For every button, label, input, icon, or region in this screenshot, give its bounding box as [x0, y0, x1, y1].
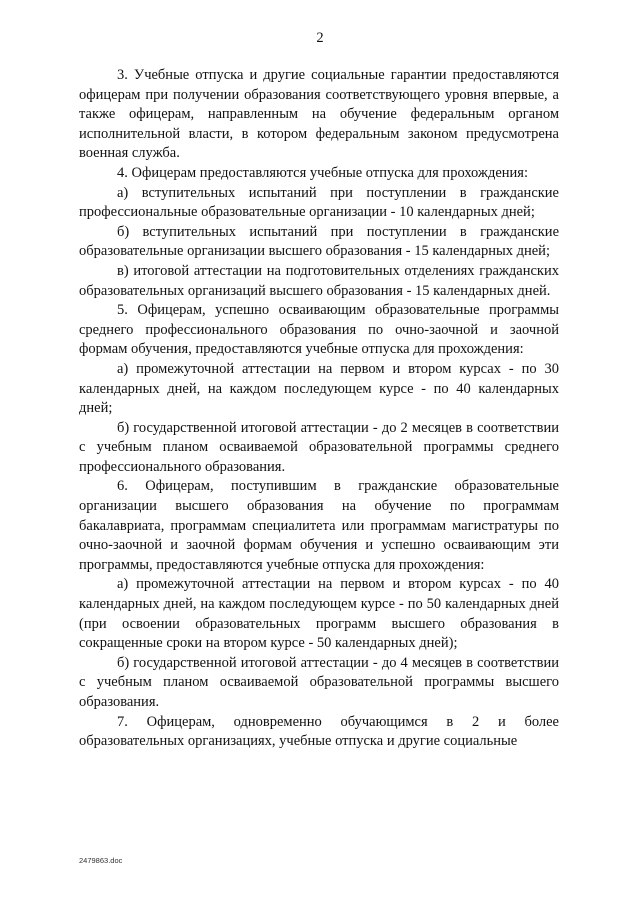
paragraph-5a: а) промежуточной аттестации на первом и втором курсах - по 30 календарных дней, на каждом последующем курсе - по 40 календарных дней; — [79, 360, 559, 417]
paragraph-4a: а) вступительных испытаний при поступлении в гражданские профессиональные образовательные организации - 10 календарных дней; — [79, 184, 559, 221]
paragraph-4v: в) итоговой аттестации на подготовительных отделениях гражданских образовательных организаций высшего образования - 15 календарных дней. — [79, 262, 559, 299]
paragraph-5: 5. Офицерам, успешно осваивающим образовательные программы среднего профессионального образования по очно-заочной и заочной формам обучения, предоставляются учебные отпуска для прохождения: — [79, 302, 559, 358]
paragraph-5b: б) государственной итоговой аттестации - до 2 месяцев в соответствии с учебным планом осваиваемой образовательной программы среднего профессионального образования. — [79, 419, 559, 475]
paragraph-7: 7. Офицерам, одновременно обучающимся в 2 и более образовательных организациях, учебные отпуска и другие социальные — [79, 713, 559, 750]
paragraph-6: 6. Офицерам, поступившим в гражданские образовательные организации высшего образования на обучение по программам бакалавриата, программам специалитета или программам магистратуры по очно-заочной и заочной формам обучения и успешно осваивающим эти программы, предоставляются учебные отпуска для прохождения: — [79, 478, 559, 573]
document-body — [79, 66, 559, 752]
paragraph-3: 3. Учебные отпуска и другие социальные гарантии предоставляются офицерам при получении образования соответствующего уровня впервые, а также офицерам, направленным на обучение федеральным органом исполнительной власти, в котором федеральным законом предусмотрена военная служба. — [79, 67, 559, 162]
paragraph-6a: а) промежуточной аттестации на первом и втором курсах - по 40 календарных дней, на каждом последующем курсе - по 50 календарных дней (при освоении образовательных программ высшего образования в сокращенные сроки на втором курсе - 50 календарных дней); — [79, 576, 559, 652]
paragraph-4b: б) вступительных испытаний при поступлении в гражданские образовательные организации высшего образования - 15 календарных дней; — [79, 223, 559, 260]
paragraph-6b: б) государственной итоговой аттестации - до 4 месяцев в соответствии с учебным планом осваиваемой образовательной программы высшего образования. — [79, 654, 559, 710]
paragraph-4: 4. Офицерам предоставляются учебные отпуска для прохождения: — [117, 164, 528, 181]
page-number: 2 — [316, 30, 324, 46]
footer-document-code: 2479863.doc — [79, 856, 123, 865]
